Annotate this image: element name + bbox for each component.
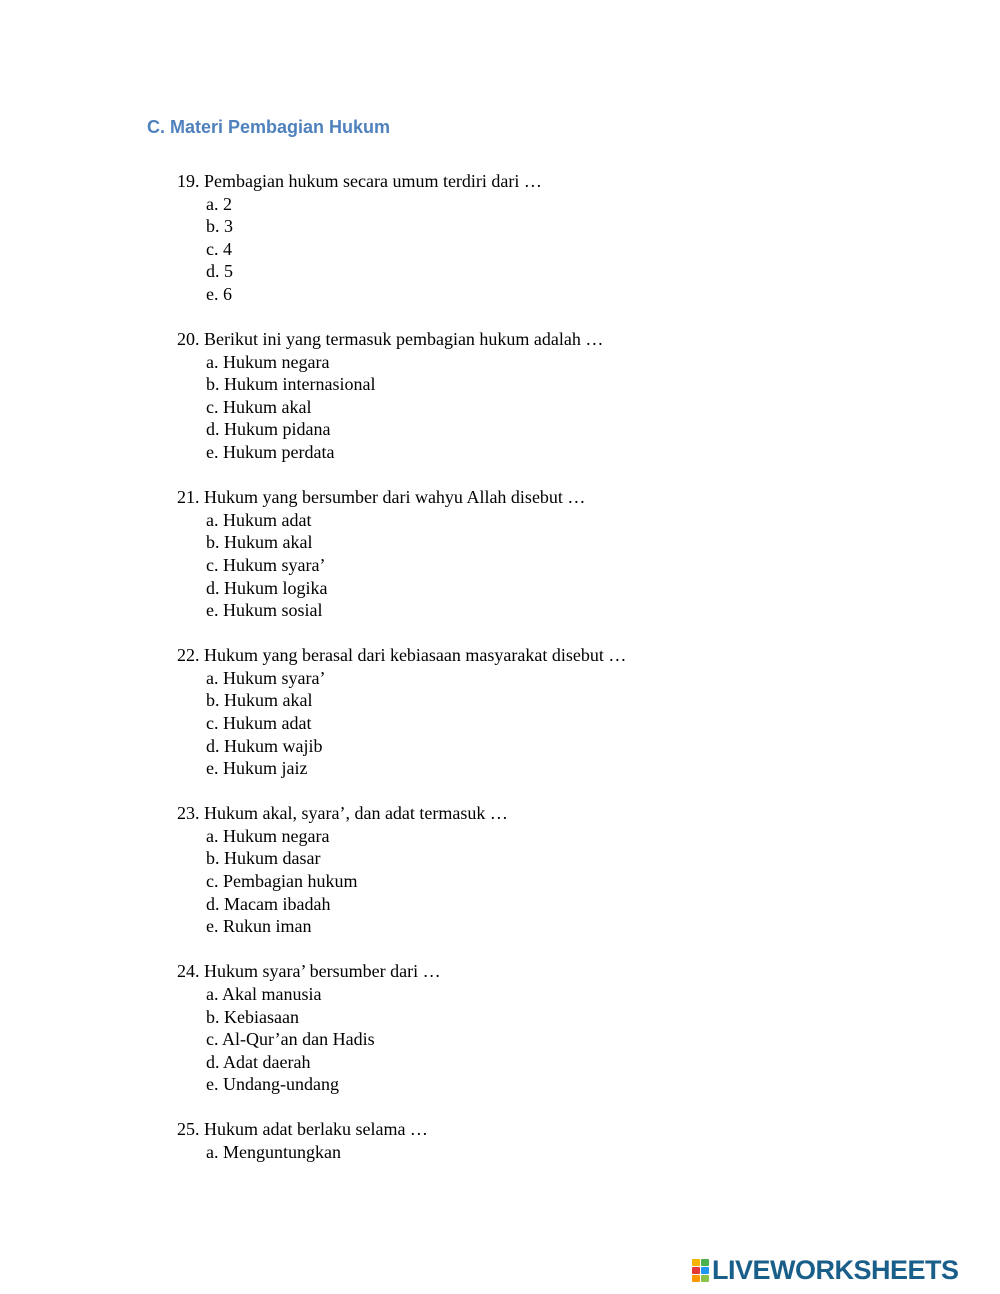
question-19 — [177, 170, 937, 306]
option-list — [177, 193, 937, 306]
question-22 — [177, 644, 937, 780]
option-list — [177, 983, 937, 1096]
option-list — [177, 667, 937, 780]
question-text: 25. Hukum adat berlaku selama … — [177, 1119, 428, 1140]
option-c[interactable]: c. 4 — [206, 238, 232, 259]
logo-text: LIVEWORKSHEETS — [712, 1254, 959, 1285]
option-e[interactable]: e. Hukum sosial — [206, 600, 323, 621]
question-text: 22. Hukum yang berasal dari kebiasaan masyarakat disebut … — [177, 645, 627, 666]
liveworksheets-logo-icon — [692, 1259, 709, 1282]
option-a[interactable]: a. Hukum negara — [206, 351, 330, 372]
option-e[interactable]: e. Undang-undang — [206, 1074, 339, 1095]
option-a[interactable]: a. Hukum adat — [206, 509, 312, 530]
option-c[interactable]: c. Pembagian hukum — [206, 871, 358, 892]
option-b[interactable]: b. 3 — [206, 216, 233, 237]
option-b[interactable]: b. Hukum akal — [206, 690, 313, 711]
option-d[interactable]: d. Macam ibadah — [206, 893, 331, 914]
option-c[interactable]: c. Hukum syara’ — [206, 554, 326, 575]
option-d[interactable]: d. Hukum wajib — [206, 735, 323, 756]
logo-block — [701, 1267, 709, 1274]
option-a[interactable]: a. Akal manusia — [206, 983, 322, 1004]
option-list — [177, 509, 937, 622]
option-a[interactable]: a. Menguntungkan — [206, 1141, 341, 1162]
option-e[interactable]: e. Rukun iman — [206, 916, 312, 937]
question-text: 23. Hukum akal, syara’, dan adat termasuk … — [177, 803, 508, 824]
option-b[interactable]: b. Hukum internasional — [206, 374, 376, 395]
question-20 — [177, 328, 937, 464]
question-21 — [177, 486, 937, 622]
option-c[interactable]: c. Al-Qur’an dan Hadis — [206, 1029, 375, 1050]
question-text: 21. Hukum yang bersumber dari wahyu Allah disebut … — [177, 487, 586, 508]
liveworksheets-logo — [692, 1255, 959, 1285]
question-text: 24. Hukum syara’ bersumber dari … — [177, 961, 441, 982]
logo-block — [692, 1275, 700, 1282]
option-b[interactable]: b. Hukum akal — [206, 532, 313, 553]
section-title: C. Materi Pembagian Hukum — [147, 117, 391, 137]
question-text: 19. Pembagian hukum secara umum terdiri dari … — [177, 171, 542, 191]
logo-block — [692, 1267, 700, 1274]
option-a[interactable]: a. Hukum negara — [206, 825, 330, 846]
option-e[interactable]: e. Hukum jaiz — [206, 758, 308, 779]
option-d[interactable]: d. Adat daerah — [206, 1051, 311, 1072]
option-list — [177, 1141, 937, 1164]
option-a[interactable]: a. Hukum syara’ — [206, 667, 326, 688]
question-25 — [177, 1118, 937, 1163]
logo-block — [701, 1259, 709, 1266]
option-d[interactable]: d. Hukum pidana — [206, 419, 331, 440]
option-c[interactable]: c. Hukum adat — [206, 712, 312, 733]
option-list — [177, 351, 937, 464]
option-b[interactable]: b. Hukum dasar — [206, 848, 321, 869]
option-e[interactable]: e. Hukum perdata — [206, 442, 335, 463]
logo-block — [692, 1259, 700, 1266]
option-c[interactable]: c. Hukum akal — [206, 396, 312, 417]
option-e[interactable]: e. 6 — [206, 283, 232, 304]
question-23 — [177, 802, 937, 938]
option-d[interactable]: d. 5 — [206, 261, 233, 282]
option-list — [177, 825, 937, 938]
option-b[interactable]: b. Kebiasaan — [206, 1006, 299, 1027]
option-d[interactable]: d. Hukum logika — [206, 577, 328, 598]
logo-block — [701, 1275, 709, 1282]
question-text: 20. Berikut ini yang termasuk pembagian hukum adalah … — [177, 329, 604, 350]
question-24 — [177, 960, 937, 1096]
question-list — [177, 170, 937, 1186]
option-a[interactable]: a. 2 — [206, 193, 232, 214]
